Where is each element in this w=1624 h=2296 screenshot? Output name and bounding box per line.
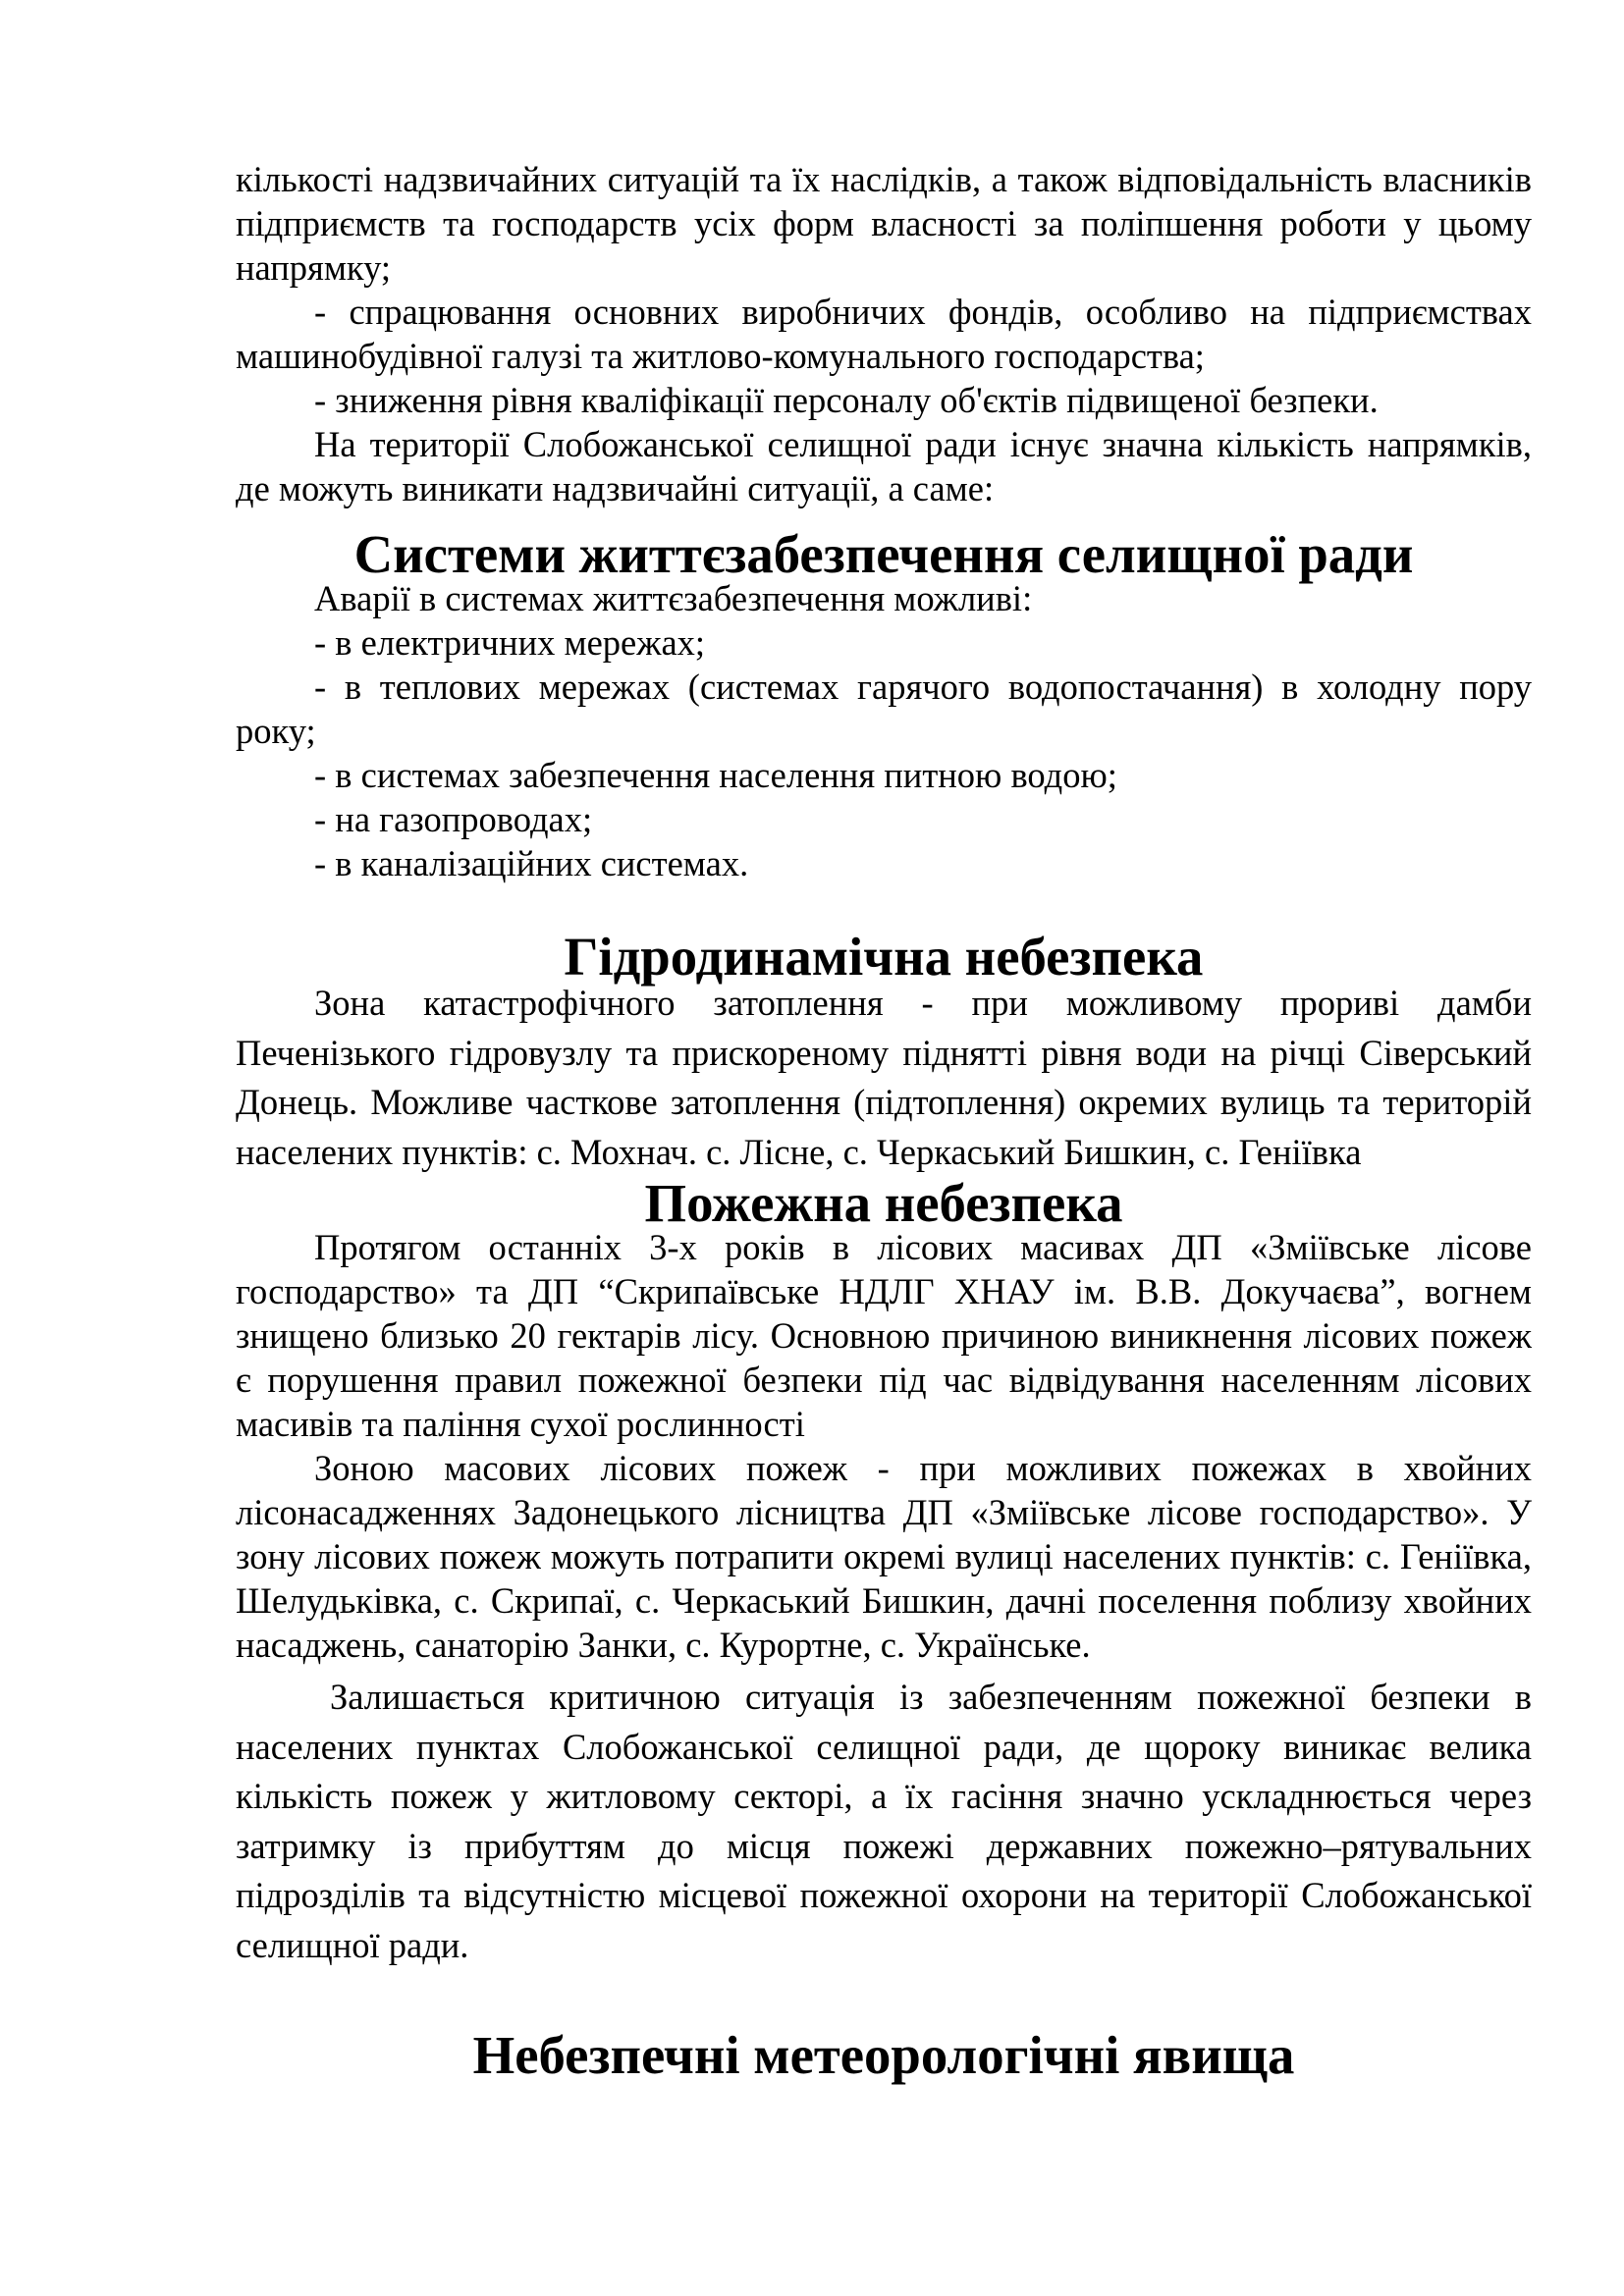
heading-meteorological: Небезпечні метеорологічні явища <box>472 2025 1295 2085</box>
life-support-item-water: - в системах забезпечення населення питною водою; <box>314 755 1117 795</box>
life-support-item-gas: - на газопроводах; <box>314 799 593 839</box>
life-support-item-sewer: - в каналізаційних системах. <box>314 843 749 883</box>
fire-paragraph-1: Протягом останніх 3-х років в лісових масивах ДП «Зміївське лісове господарство» та ДП “Скрипаївське НДЛГ ХНАУ ім. В.В. Докучаєва”, вогнем знищено близько 20 гектарів лісу. Основною причиною виникнення лісових пожеж є порушення правил пожежної безпеки під час відвідування населенням лісових масивів та паління сухої рослинності <box>236 1227 1532 1444</box>
intro-list-item-wear: - спрацювання основних виробничих фондів, особливо на підприємствах машинобудівної галузі та житлово-комунального господарства; <box>236 292 1532 376</box>
fire-paragraph-3: Залишається критичною ситуація із забезпеченням пожежної безпеки в населених пунктах Слобожанської селищної ради, де щороку виникає велика кількість пожеж у житловому секторі, а їх гасіння значно ускладнюється через затримку із прибуттям до місця пожежі державних пожежно–рятувальних підрозділів та відсутністю місцевої пожежної охорони на території Слобожанської селищної ради. <box>236 1677 1532 1965</box>
life-support-lead: Аварії в системах життєзабезпечення можливі: <box>314 578 1033 618</box>
life-support-item-electric: - в електричних мережах; <box>314 622 706 663</box>
intro-paragraph-1: кількості надзвичайних ситуацій та їх наслідків, а також відповідальність власників підприємств та господарств усіх форм власності за поліпшення роботи у цьому напрямку; <box>236 159 1532 288</box>
heading-hydrodynamic: Гідродинамічна небезпека <box>564 927 1204 987</box>
spacer <box>236 1970 1532 2033</box>
intro-list-item-qualification: - зниження рівня кваліфікації персоналу об'єктів підвищеної безпеки. <box>314 380 1379 420</box>
document-page <box>236 157 1532 2085</box>
life-support-item-heating: - в теплових мережах (системах гарячого водопостачання) в холодну пору року; <box>236 667 1532 751</box>
fire-paragraph-2: Зоною масових лісових пожеж - при можливих пожежах в хвойних лісонасадженнях Задонецького лісництва ДП «Зміївське лісове господарство». У зону лісових пожеж можуть потрапити окремі вулиці населених пунктів: с. Геніївка, Шелудьківка, с. Скрипаї, с. Черкаський Бишкин, дачні поселення поблизу хвойних насаджень, санаторію Занки, с. Курортне, с. Українське. <box>236 1448 1532 1665</box>
heading-fire: Пожежна небезпека <box>644 1173 1123 1233</box>
hydrodynamic-paragraph: Зона катастрофічного затоплення - при можливому прориві дамби Печенізького гідровузлу та прискореному піднятті рівня води на річці Сіверський Донець. Можливе часткове затоплення (підтоплення) окремих вулиць та територій населених пунктів: с. Мохнач. с. Лісне, с. Черкаський Бишкин, с. Геніївка <box>236 983 1532 1172</box>
intro-paragraph-directions: На території Слобожанської селищної ради існує значна кількість напрямків, де можуть виникати надзвичайні ситуації, а саме: <box>236 424 1532 508</box>
heading-life-support: Системи життєзабезпечення селищної ради <box>353 524 1414 584</box>
